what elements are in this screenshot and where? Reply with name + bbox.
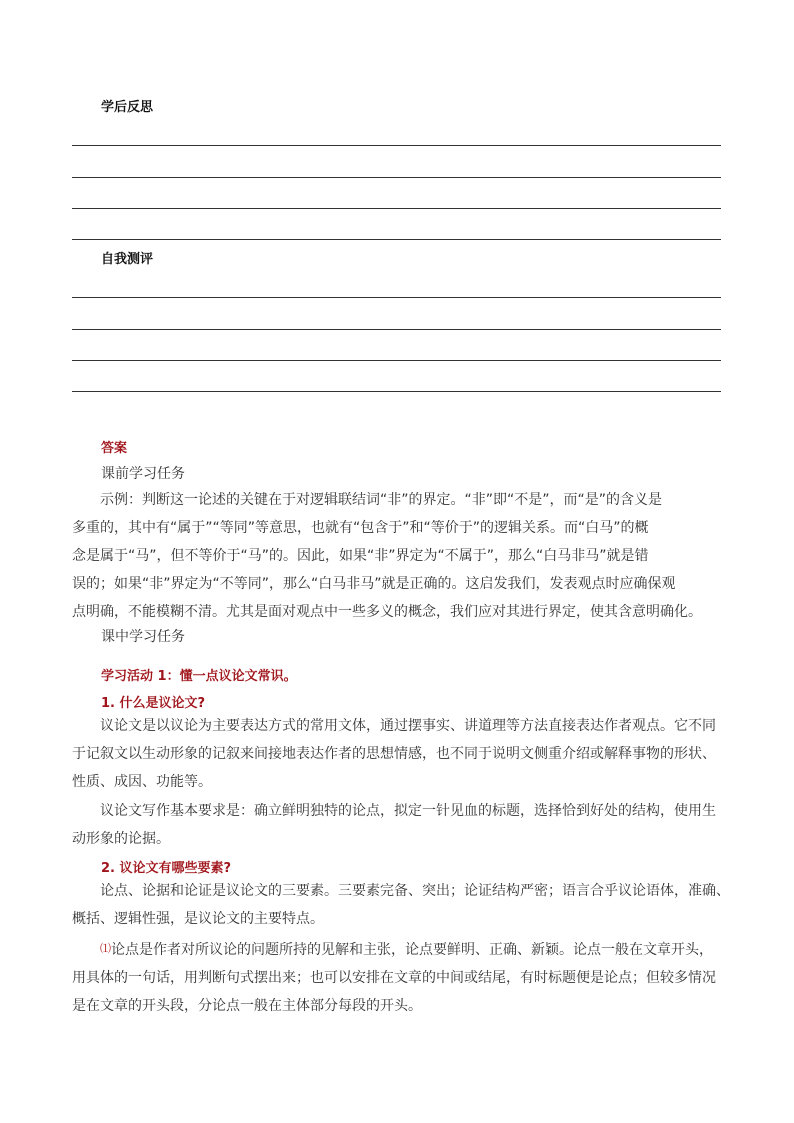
q2-p2-line: 用具体的一句话，用判断句式摆出来；也可以安排在文章的中间或结尾，有时标题便是论点；但较多情况 bbox=[72, 970, 716, 986]
q1-paragraph-2 bbox=[72, 797, 722, 853]
q1-p1-line: 议论文是以议论为主要表达方式的常用文体，通过摆事实、讲道理等方法直接表达作者观点。它不同 bbox=[100, 718, 716, 734]
q2-paragraph-1 bbox=[72, 877, 730, 933]
self-eval-line-4 bbox=[72, 391, 721, 392]
q1-p1-line: 性质、成因、功能等。 bbox=[72, 774, 212, 790]
q2-p2-text: 论点是作者对所议论的问题所持的见解和主张，论点要鲜明、正确、新颖。论点一般在文章开头， bbox=[111, 942, 713, 958]
example-line: 念是属于“马”，但不等价于“马”的。因此，如果“非”界定为“不属于”，那么“白马非马”就是错 bbox=[72, 548, 649, 564]
example-line: 误的；如果“非”界定为“不等同”，那么“白马非马”就是正确的。这启发我们，发表观点时应确保观 bbox=[72, 576, 676, 592]
example-paragraph bbox=[72, 486, 722, 626]
reflection-line-4 bbox=[72, 239, 721, 240]
example-line: 示例：判断这一论述的关键在于对逻辑联结词“非”的界定。“非”即“不是”，而“是”的含义是 bbox=[100, 492, 663, 508]
q1-p2-line: 议论文写作基本要求是：确立鲜明独特的论点，拟定一针见血的标题，选择恰到好处的结构，使用生 bbox=[100, 803, 716, 819]
item-number-marker: ⑴ bbox=[100, 942, 111, 955]
q1-p2-line: 动形象的论据。 bbox=[72, 831, 170, 847]
self-eval-title: 自我测评 bbox=[101, 252, 154, 267]
q2-p2-line: 是在文章的开头段，分论点一般在主体部分每段的开头。 bbox=[72, 998, 422, 1014]
q1-paragraph-1 bbox=[72, 712, 722, 796]
q2-title: 2. 议论文有哪些要素? bbox=[101, 861, 232, 876]
reflection-line-1 bbox=[72, 145, 721, 146]
example-line: 多重的，其中有“属于”“等同”等意思，也就有“包含于”和“等价于”的逻辑关系。而“白马”的概 bbox=[72, 520, 649, 536]
reflection-line-3 bbox=[72, 208, 721, 209]
pre-task-title: 课前学习任务 bbox=[101, 466, 185, 482]
self-eval-line-2 bbox=[72, 329, 721, 330]
q2-p1-line: 论点、论据和论证是议论文的三要素。三要素完备、突出；论证结构严密；语言合乎议论语体，准确、 bbox=[100, 883, 730, 899]
q1-title: 1. 什么是议论文? bbox=[101, 696, 206, 711]
reflection-line-2 bbox=[72, 177, 721, 178]
q2-p1-line: 概括、逻辑性强，是议论文的主要特点。 bbox=[72, 911, 324, 927]
q2-p2-line bbox=[72, 935, 722, 964]
q1-p1-line: 于记叙文以生动形象的记叙来间接地表达作者的思想情感，也不同于说明文侧重介绍或解释事物的形状、 bbox=[72, 746, 716, 762]
self-eval-line-1 bbox=[72, 297, 721, 298]
reflection-title: 学后反思 bbox=[101, 100, 154, 115]
self-eval-line-3 bbox=[72, 360, 721, 361]
q2-paragraph-2 bbox=[72, 935, 722, 1020]
example-line: 点明确，不能模糊不清。尤其是面对观点中一些多义的概念，我们应对其进行界定，使其含意明确化。 bbox=[72, 604, 702, 620]
in-class-title: 课中学习任务 bbox=[101, 629, 185, 645]
activity-title: 学习活动 1：懂一点议论文常识。 bbox=[101, 669, 297, 684]
answer-title: 答案 bbox=[101, 441, 128, 456]
